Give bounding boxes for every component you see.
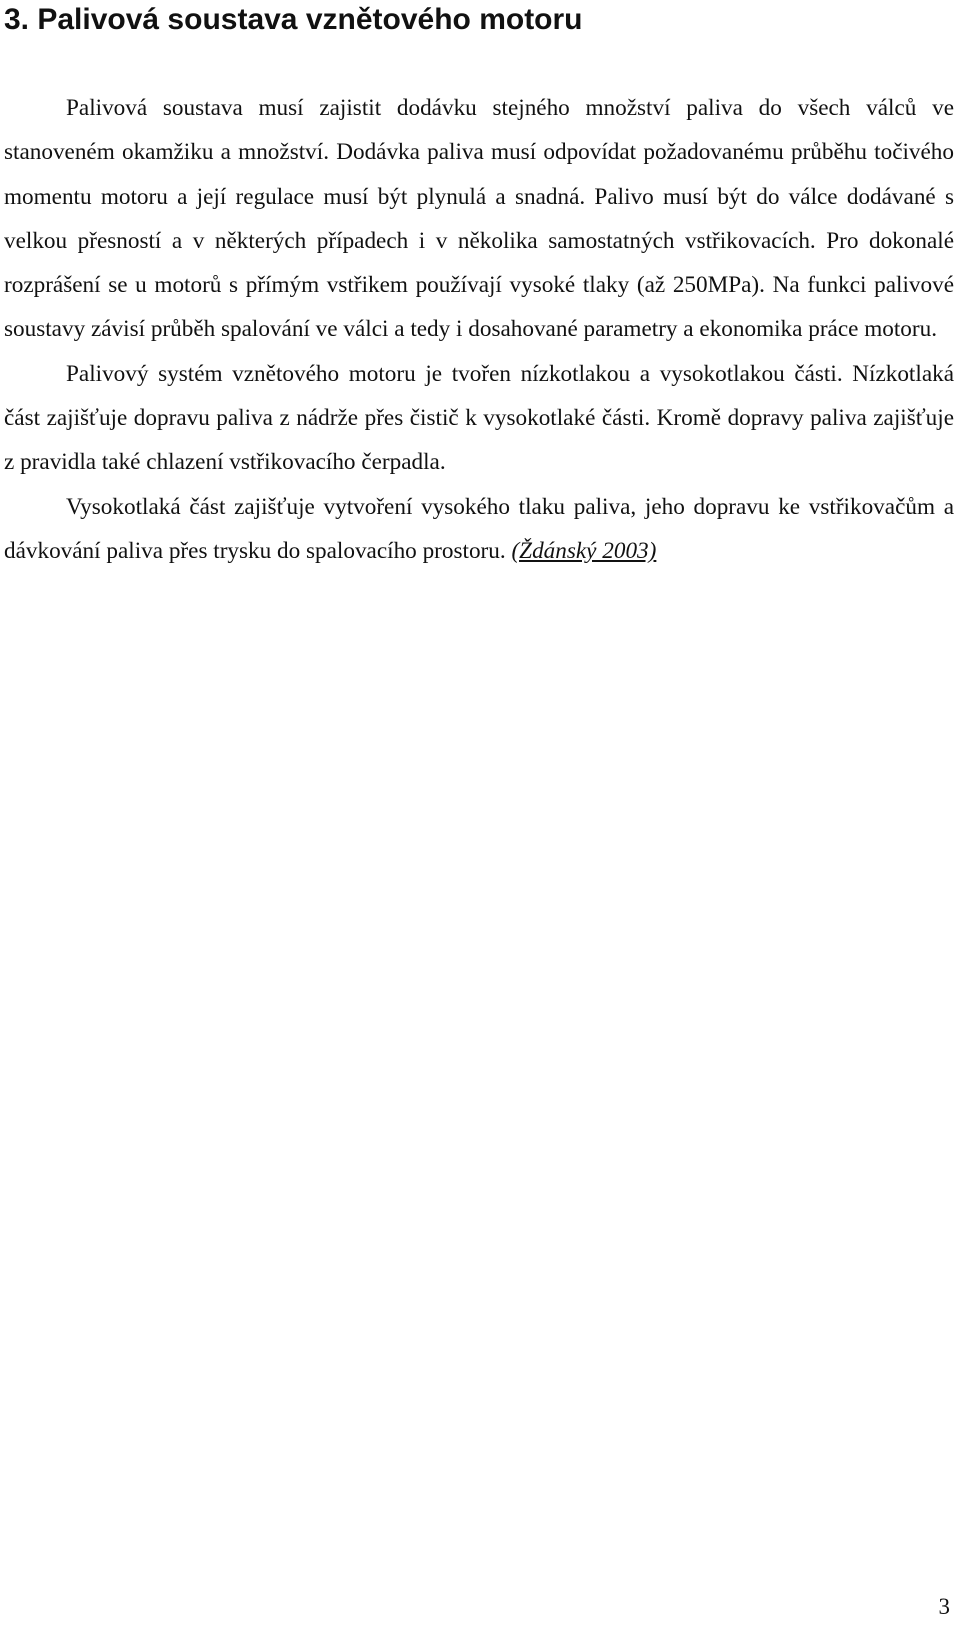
section-heading: 3. Palivová soustava vznětového motoru xyxy=(4,3,583,36)
paragraph-1: Palivová soustava musí zajistit dodávku stejného množství paliva do všech válců ve stanoveném okamžiku a množství. Dodávka paliva musí odpovídat požadovanému průběhu točivého momentu motoru a její regulace musí být plynulá a snadná. Palivo musí být do válce dodávané s velkou přesností a v některých případech i v několika samostatných vstřikovacích. Pro dokonalé rozprášení se u motorů s přímým vstřikem používají vysoké tlaky (až 250MPa). Na funkci palivové soustavy závisí průběh spalování ve válci a tedy i dosahované parametry a ekonomika práce motoru. xyxy=(4,95,954,343)
page-number: 3 xyxy=(938,1594,950,1619)
body-text xyxy=(4,86,954,573)
paragraph-3-text: Vysokotlaká část zajišťuje vytvoření vysokého tlaku paliva, jeho dopravu ke vstřikovačům a dávkování paliva přes trysku do spalovacího prostoru. xyxy=(4,493,954,564)
paragraph-3 xyxy=(4,485,954,574)
citation: (Ždánský 2003) xyxy=(511,537,657,564)
paragraph-2: Palivový systém vznětového motoru je tvořen nízkotlakou a vysokotlakou části. Nízkotlaká část zajišťuje dopravu paliva z nádrže přes čistič k vysokotlaké části. Kromě dopravy paliva zajišťuje z pravidla také chlazení vstřikovacího čerpadla. xyxy=(4,360,954,476)
